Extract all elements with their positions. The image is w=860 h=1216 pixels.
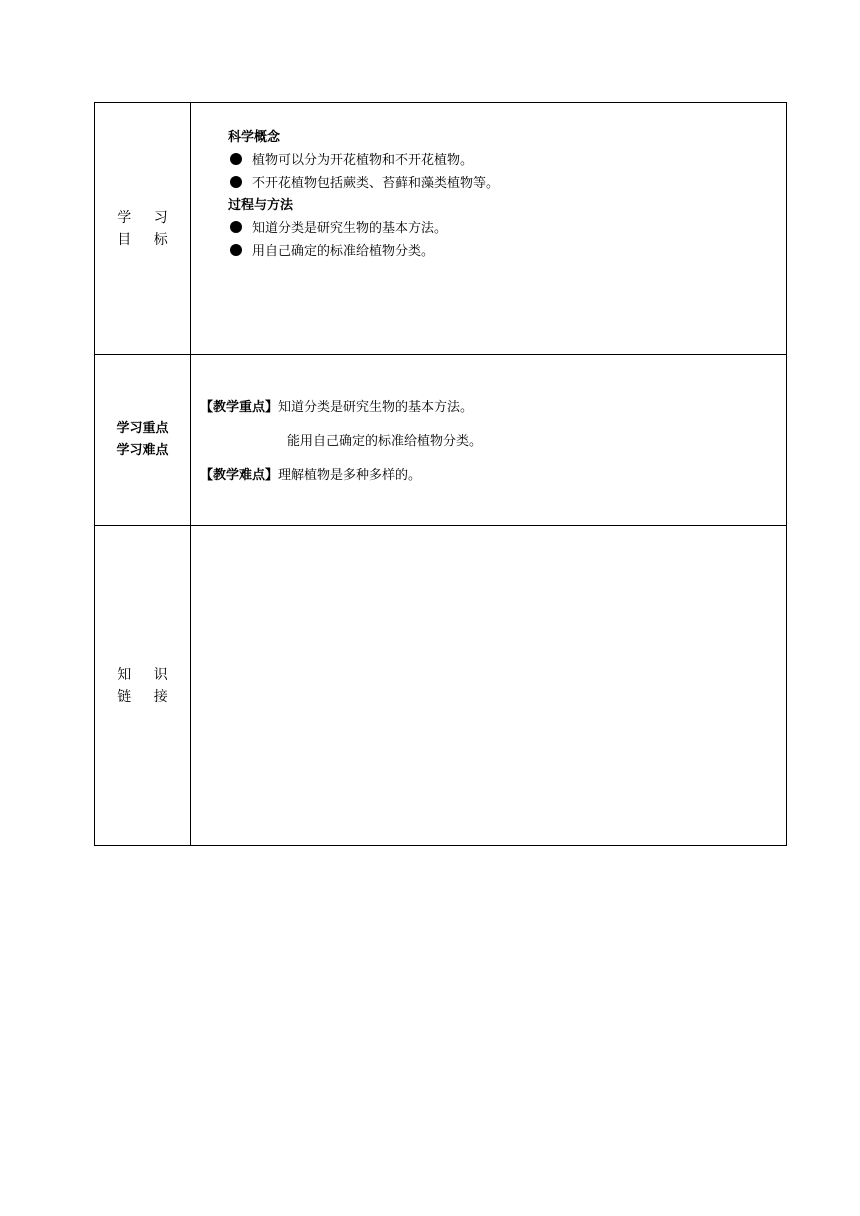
goals-content-cell	[191, 103, 786, 354]
list-item	[228, 240, 499, 263]
knowledge-label-line1: 知 识	[117, 667, 177, 683]
bullet-icon	[230, 244, 242, 256]
section-title-concepts: 科学概念	[228, 130, 281, 145]
key-points-row	[95, 354, 786, 525]
difficulty-text: 理解植物是多种多样的。	[278, 468, 422, 483]
goals-label	[108, 207, 176, 251]
goals-row	[95, 103, 786, 354]
bullet-icon	[230, 221, 242, 233]
knowledge-label-line2: 链 接	[117, 689, 177, 705]
list-item	[228, 172, 499, 195]
key-points-label-cell	[95, 355, 191, 525]
focus-line-2	[287, 430, 482, 449]
goals-label-line1: 学 习	[117, 209, 177, 226]
knowledge-label	[108, 664, 176, 708]
difficulty-tag: 【教学难点】	[200, 468, 279, 483]
knowledge-row	[95, 525, 786, 846]
focus-tag: 【教学重点】	[200, 400, 279, 415]
lesson-table	[94, 102, 787, 846]
key-points-label-line1: 学习重点	[116, 421, 169, 436]
list-item-text: 用自己确定的标准给植物分类。	[252, 244, 435, 259]
list-item-text: 不开花植物包括蕨类、苔藓和藻类植物等。	[252, 176, 500, 191]
goals-label-cell	[95, 103, 191, 354]
focus-text-1: 知道分类是研究生物的基本方法。	[278, 400, 474, 415]
list-item	[228, 149, 499, 172]
focus-line	[200, 396, 473, 415]
list-item-text: 植物可以分为开花植物和不开花植物。	[252, 153, 474, 168]
bullet-icon	[230, 176, 242, 188]
goals-content	[228, 127, 499, 263]
knowledge-label-cell	[95, 526, 191, 846]
difficulty-line	[200, 464, 421, 483]
list-item-text: 知道分类是研究生物的基本方法。	[252, 221, 448, 236]
knowledge-content-cell	[191, 526, 786, 846]
key-points-label	[116, 418, 168, 462]
list-item	[228, 217, 499, 240]
bullet-icon	[230, 153, 242, 165]
focus-text-2: 能用自己确定的标准给植物分类。	[287, 434, 483, 449]
key-points-label-line2: 学习难点	[116, 443, 169, 458]
section-title-methods: 过程与方法	[228, 198, 294, 213]
goals-label-line2: 目 标	[117, 231, 177, 248]
key-points-content-cell	[191, 355, 786, 525]
